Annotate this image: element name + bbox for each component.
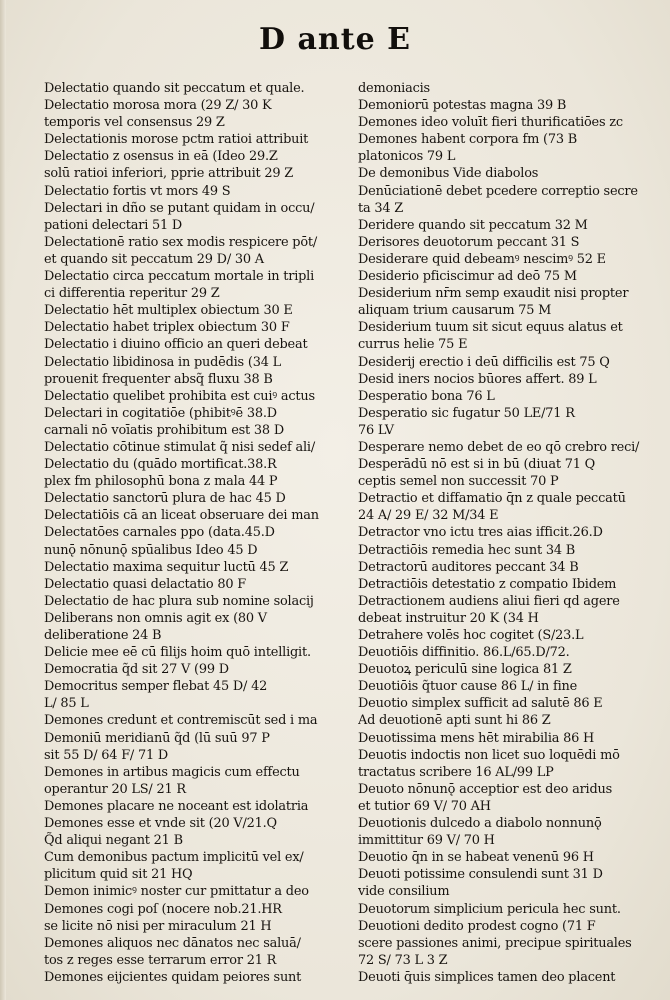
index-entry-line: 76 LV xyxy=(358,422,394,438)
index-entry-line: Deuotorum simplicium pericula hec sunt. xyxy=(358,901,621,917)
index-entry-line: Deuotoꝝ periculū sine logica 81 Z xyxy=(358,662,572,678)
index-entry-line: Deuotioni dedito prodest cogno (71 F xyxy=(358,918,596,934)
index-entry-line: L/ 85 L xyxy=(44,696,89,712)
index-entry-line: Desiderio pficiscimur ad deō 75 M xyxy=(358,269,577,285)
index-entry-line: deliberatione 24 B xyxy=(44,628,162,643)
index-entry-line: Delectatio sanctorū plura de hac 45 D xyxy=(44,491,286,507)
index-entry-line: Desiderare quid debeamꝰ nescimꝰ 52 E xyxy=(358,251,606,267)
index-entry-line: Detractor vno ictu tres aias ifficit.26.D xyxy=(358,525,603,541)
index-entry-line: Deuotissima mens hēt mirabilia 86 H xyxy=(358,730,595,746)
index-entry-line: nunǭ nōnunǭ spūalibus Ideo 45 D xyxy=(44,542,258,558)
index-entry-line: Detrahere volēs hoc cogitet (S/23.L xyxy=(358,628,584,643)
index-entry-line: Delectari in dño se putant quidam in occu/ xyxy=(44,200,315,216)
index-entry-line: Delectatio z osensus in eā (Ideo 29.Z xyxy=(44,149,278,165)
index-entry-line: Demones esse et vnde sit (20 V/21.Q xyxy=(44,816,277,832)
index-entry-line: debeat instruitur 20 K (34 H xyxy=(358,610,539,626)
index-entry-line: platonicos 79 L xyxy=(358,149,456,165)
index-column-right xyxy=(358,80,641,986)
index-entry-line: Detractiōis remedia hec sunt 34 B xyxy=(358,542,576,558)
index-entry-line: Delectatio i diuino officio an queri debeat xyxy=(44,337,308,353)
index-entry-line: Demones ideo voluīt fieri thurificatiōes zc xyxy=(358,115,623,131)
index-entry-line: Delectatio hēt multiplex obiectum 30 E xyxy=(44,303,293,319)
page-edge-shadow xyxy=(0,0,6,1000)
index-entry-line: Delectatio maxima sequitur luctū 45 Z xyxy=(44,559,289,575)
index-entry-line: De demonibus Vide diabolos xyxy=(358,166,539,182)
index-entry-line: Delectatio habet triplex obiectum 30 F xyxy=(44,320,290,336)
index-entry-line: se licite nō nisi per miraculum 21 H xyxy=(44,918,272,934)
index-entry-line: Desperatio bona 76 L xyxy=(358,388,495,404)
index-entry-line: Detractio et diffamatio q̄n z quale peccatū xyxy=(358,491,626,507)
index-entry-line: pationi delectari 51 D xyxy=(44,217,183,233)
index-entry-line: Denūciationē debet pcedere correptio secre xyxy=(358,183,638,199)
index-entry-line: Delectatio morosa mora (29 Z/ 30 K xyxy=(44,98,272,114)
index-entry-line: immittitur 69 V/ 70 H xyxy=(358,833,495,849)
index-entry-line: Delectari in cogitatiōe (phibitꝰē 38.D xyxy=(44,405,277,421)
index-entry-line: scere passiones animi, precipue spirituales xyxy=(358,935,632,951)
index-entry-line: Delectatio fortis vt mors 49 S xyxy=(44,183,231,199)
index-entry-line: carnali nō voīatis prohibitum est 38 D xyxy=(44,422,284,438)
index-entry-line: Delectationis morose pctm ratioi attribuit xyxy=(44,132,309,148)
index-entry-line: Cum demonibus pactum implicitū vel ex/ xyxy=(44,850,304,866)
index-entry-line: Deridere quando sit peccatum 32 M xyxy=(358,217,588,233)
index-entry-line: Delectationē ratio sex modis respicere pōt/ xyxy=(44,234,318,250)
index-entry-line: ci differentia reperitur 29 Z xyxy=(44,286,220,302)
index-entry-line: Deliberans non omnis agit ex (80 V xyxy=(44,610,267,626)
index-entry-line: Delectatio de hac plura sub nomine solacij xyxy=(44,593,314,609)
index-entry-line: ta 34 Z xyxy=(358,200,404,216)
index-entry-line: Q̃d aliqui negant 21 B xyxy=(44,833,183,849)
index-entry-line: Demones habent corpora fm (73 B xyxy=(358,132,578,148)
index-entry-line: solū ratioi inferiori, pprie attribuit 29 Z xyxy=(44,166,294,182)
index-entry-line: Desperādū nō est si in bū (diuat 71 Q xyxy=(358,457,595,473)
index-entry-line: Democratia q̃d sit 27 V (99 D xyxy=(44,662,229,678)
index-entry-line: prouenit frequenter absq̃ fluxu 38 B xyxy=(44,371,273,387)
index-entry-line: sit 55 D/ 64 F/ 71 D xyxy=(44,747,169,763)
index-entry-line: vide consilium xyxy=(358,884,450,900)
index-entry-line: Demones in artibus magicis cum effectu xyxy=(44,764,300,780)
index-entry-line: Demoniū meridianū q̃d (lū suū 97 P xyxy=(44,730,270,746)
index-entry-line: Demones eijcientes quidam peiores sunt xyxy=(44,969,302,985)
index-entry-line: Desperatio sic fugatur 50 LE/71 R xyxy=(358,405,575,421)
index-entry-line: et quando sit peccatum 29 D/ 30 A xyxy=(44,251,264,267)
index-entry-line: aliquam trium causarum 75 M xyxy=(358,303,552,319)
index-entry-line: temporis vel consensus 29 Z xyxy=(44,115,225,131)
index-entry-line: Deuotiōis diffinitio. 86.L/65.D/72. xyxy=(358,645,570,661)
index-entry-line: currus helie 75 E xyxy=(358,337,468,353)
index-entry-line: operantur 20 LS/ 21 R xyxy=(44,781,186,797)
index-entry-line: Detractionem audiens aliui fieri qd agere xyxy=(358,593,620,609)
index-entry-line: Desiderium nr̄m semp exaudit nisi propter xyxy=(358,286,629,302)
index-entry-line: Derisores deuotorum peccant 31 S xyxy=(358,234,580,250)
running-heading-text: D ante E xyxy=(259,22,411,57)
index-entry-line: Deuoti potissime consulendi sunt 31 D xyxy=(358,867,603,883)
index-entry-line: demoniacis xyxy=(358,81,430,96)
index-entry-line: Delectatio quasi delactatio 80 F xyxy=(44,576,247,592)
index-entry-line: Delectatōes carnales ppo (data.45.D xyxy=(44,525,275,541)
index-entry-line: Desid iners nocios būores affert. 89 L xyxy=(358,371,597,387)
index-entry-line: tos z reges esse terrarum error 21 R xyxy=(44,952,277,968)
index-entry-line: Delectatiōis cā an liceat obseruare dei man xyxy=(44,508,319,524)
index-entry-line: Desiderium tuum sit sicut equus alatus et xyxy=(358,320,623,336)
index-column-left xyxy=(44,80,339,986)
index-entry-line: Delectatio quando sit peccatum et quale. xyxy=(44,81,305,96)
index-entry-line: Deuoti q̄uis simplices tamen deo placent xyxy=(358,969,616,985)
index-entry-line: Deuotionis dulcedo a diabolo nonnunǭ xyxy=(358,816,602,832)
index-entry-line: 24 A/ 29 E/ 32 M/34 E xyxy=(358,508,499,524)
index-entry-line: Demones aliquos nec dānatos nec saluā/ xyxy=(44,935,301,951)
index-entry-line: Delectatio libidinosa in pudēdis (34 L xyxy=(44,354,281,370)
index-entry-line: Deuotio simplex sufficit ad salutē 86 E xyxy=(358,696,603,712)
index-entry-line: Ad deuotionē apti sunt hi 86 Z xyxy=(358,713,551,729)
index-entry-line: Demones cogi poſ (nocere nob.21.HR xyxy=(44,901,282,917)
index-entry-line: Delectatio du (quādo mortificat.38.R xyxy=(44,457,277,473)
index-entry-line: 72 S/ 73 L 3 Z xyxy=(358,952,448,968)
index-entry-line: Deuotio q̄n in se habeat venenū 96 H xyxy=(358,850,594,866)
running-heading xyxy=(0,22,670,57)
index-entry-line: Delectatio quelibet prohibita est cuiꝰ actus xyxy=(44,388,315,404)
index-entry-line: Detractiōis detestatio z compatio Ibidem xyxy=(358,576,617,592)
index-entry-line: Deuoto nōnunǭ acceptior est deo aridus xyxy=(358,781,613,797)
index-entry-line: Deuotiōis q̃tuor cause 86 L/ in fine xyxy=(358,679,578,695)
index-entry-line: plex fm philosophū bona z mala 44 P xyxy=(44,474,278,490)
index-entry-line: Demoniorū potestas magna 39 B xyxy=(358,98,567,114)
index-entry-line: Delicie mee eē cū filijs hoim quō intelligit. xyxy=(44,645,311,661)
index-entry-line: Detractorū auditores peccant 34 B xyxy=(358,559,579,575)
index-entry-line: Demones placare ne noceant est idolatria xyxy=(44,798,309,814)
index-entry-line: Democritus semper flebat 45 D/ 42 xyxy=(44,679,268,695)
index-entry-line: Desperare nemo debet de eo qō crebro reci/ xyxy=(358,439,640,455)
index-entry-line: Demon inimicꝰ noster cur pmittatur a deo xyxy=(44,884,309,900)
index-entry-line: plicitum quid sit 21 HQ xyxy=(44,867,193,883)
index-entry-line: Desiderij erectio i deū difficilis est 75 Q xyxy=(358,354,610,370)
index-entry-line: Demones credunt et contremiscūt sed i ma xyxy=(44,713,318,729)
index-entry-line: Delectatio cōtinue stimulat q̃ nisi sedef ali/ xyxy=(44,439,315,455)
index-entry-line: ceptis semel non successit 70 P xyxy=(358,474,559,490)
index-entry-line: et tutior 69 V/ 70 AH xyxy=(358,798,491,814)
index-entry-line: Deuotis indoctis non licet suo loquēdi mō xyxy=(358,747,620,763)
index-entry-line: tractatus scribere 16 AL/99 LP xyxy=(358,764,554,780)
index-entry-line: Delectatio circa peccatum mortale in tripli xyxy=(44,269,315,285)
